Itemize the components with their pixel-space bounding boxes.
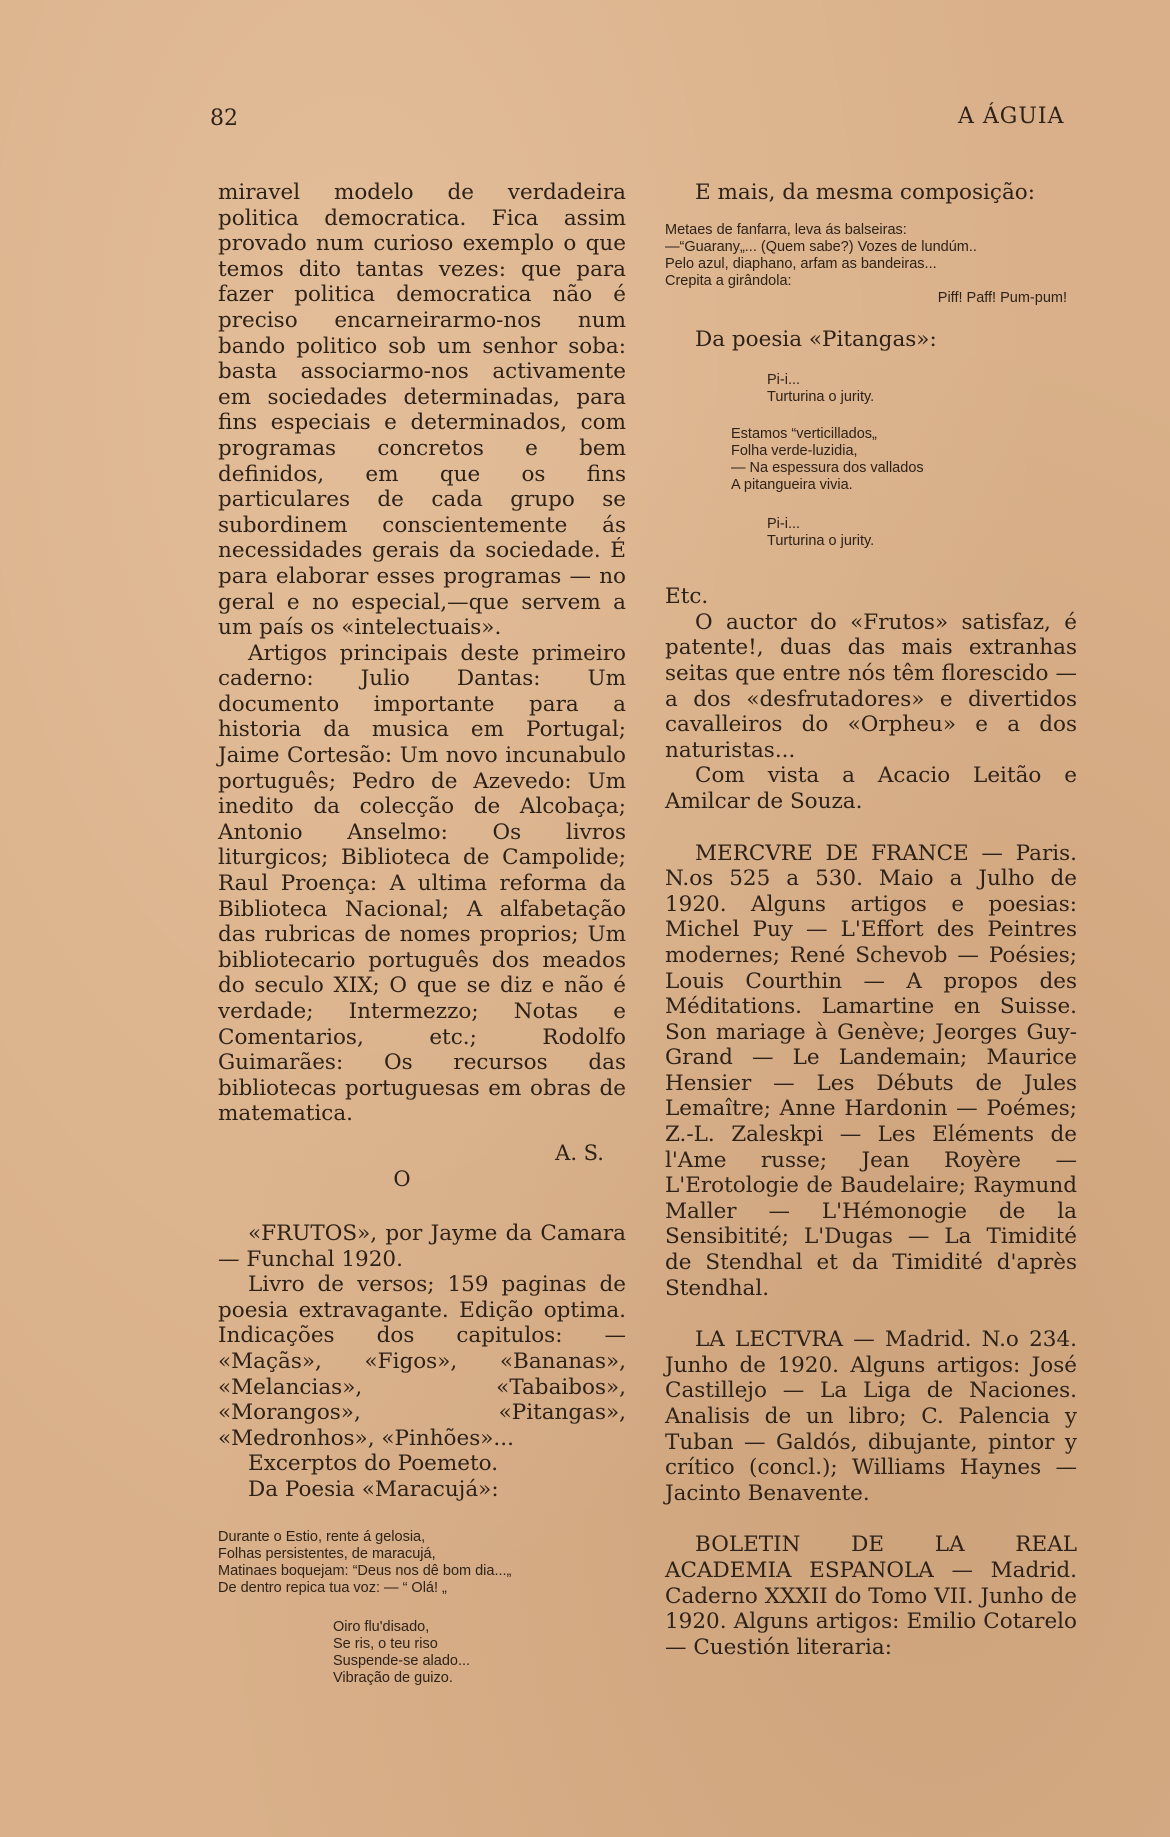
paragraph: Da poesia «Pitangas»: xyxy=(695,326,937,352)
paragraph: Artigos principais deste primeiro caderno: Julio Dantas: Um documento importante para a historia da musica em Portugal; Jaime Cortesão: Um novo incunabulo português; Pedro de Azevedo: Um inedito da colecção de Alcobaça; Antonio Anselmo: Os livros liturgicos; Biblioteca de Campolide; Raul Proença: A ultima reforma da Biblioteca Nacional; A alfabetação das rubricas de nomes proprios; Um bibliotecario português dos meados do seculo XIX; O que se diz e não é verdade; Intermezzo; Notas e Comentarios, etc.; Rodolfo Guimarães: Os recursos das bibliotecas portuguesas em obras de matematica. xyxy=(218,640,626,1127)
verse-line: —“Guarany„... (Quem sabe?) Vozes de lundúm.. xyxy=(665,238,977,255)
verse-line: Piff! Paff! Pum-pum! xyxy=(937,289,1067,306)
verse-line: Se ris, o teu riso xyxy=(333,1635,438,1652)
running-head: A ÁGUIA xyxy=(958,104,1065,129)
poem-stanza xyxy=(665,426,1077,494)
verse-line: Oiro flu'disado, xyxy=(333,1618,430,1635)
paragraph: E mais, da mesma composição: xyxy=(695,180,1035,205)
right-column xyxy=(665,180,1077,1660)
signature: A. S. xyxy=(555,1140,604,1165)
paragraph: Da Poesia «Maracujá»: xyxy=(248,1476,499,1502)
review-entry: LA LECTVRA — Madrid. N.o 234. Junho de 1920. Alguns artigos: José Castillejo — La Liga de Naciones. Analisis de un libro; C. Palencia y Tuban — Galdós, dibujante, pintor y crítico (concl.); Williams Haynes — Jacinto Benavente. xyxy=(665,1327,1077,1506)
poem-stanza xyxy=(665,222,1077,307)
verse-line: Metaes de fanfarra, leva ás balseiras: xyxy=(665,221,907,238)
verse-line: Turturina o jurity. xyxy=(767,389,875,406)
left-column xyxy=(218,180,626,1687)
paragraph: Etc. xyxy=(665,584,709,610)
verse-line: Durante o Estio, rente á gelosia, xyxy=(218,1528,426,1545)
verse-line: De dentro repica tua voz: — “ Olá! „ xyxy=(218,1579,447,1596)
review-entry: MERCVRE DE FRANCE — Paris. N.os 525 a 530. Maio a Julho de 1920. Alguns artigos e poesias: Michel Puy — L'Effort des Peintres modernes; René Schevob — Poésies; Louis Courthin — A propos des Méditations. Lamartine en Suisse. Son mariage à Genève; Jeorges Guy-Grand — Le Landemain; Maurice Hensier — Les Débuts de Jules Lemaître; Anne Hardonin — Poémes; Z.-L. Zaleskpi — Les Eléments de l'Ame russe; Jean Royère — L'Erotologie de Baudelaire; Raymund Maller — L'Hémonogie de la Sensibitité; L'Dugas — La Timidité de Stendhal et da Timidité d'après Stendhal. xyxy=(665,840,1077,1301)
verse-line: Pi-i... xyxy=(767,372,801,389)
verse-line: Suspende-se alado... xyxy=(333,1652,471,1669)
verse-line: — Na espessura dos vallados xyxy=(731,460,924,477)
review-entry: BOLETIN DE LA REAL ACADEMIA ESPANOLA — Madrid. Caderno XXXII do Tomo VII. Junho de 1920. Alguns artigos: Emilio Cotarelo — Cuestión literaria: xyxy=(665,1532,1077,1660)
verse-line: Matinaes boquejam: “Deus nos dê bom dia...„ xyxy=(218,1562,512,1579)
review-heading: «FRUTOS», por Jayme da Camara — Funchal 1920. xyxy=(218,1220,626,1272)
poem-stanza xyxy=(665,516,1077,550)
paragraph: Livro de versos; 159 paginas de poesia extravagante. Edição optima. Indicações dos capitulos: — «Maçãs», «Figos», «Bananas», «Melancias», «Tabaibos», «Morangos», «Pitangas», «Medronhos», «Pinhões»... xyxy=(218,1272,626,1451)
section-divider: O xyxy=(393,1166,411,1191)
paragraph: O auctor do «Frutos» satisfaz, é patente!, duas das mais extranhas seitas que entre nós têm florescido — a dos «desfrutadores» e divertidos cavalleiros do «Orpheu» e a dos naturistas... xyxy=(665,609,1077,763)
poem-stanza xyxy=(218,1529,626,1597)
verse-line: Pi-i... xyxy=(767,516,801,533)
verse-line: Pelo azul, diaphano, arfam as bandeiras... xyxy=(665,255,937,272)
verse-line: Folha verde-luzidia, xyxy=(731,443,858,460)
verse-line: Folhas persistentes, de maracujá, xyxy=(218,1545,436,1562)
poem-stanza xyxy=(218,1619,626,1687)
paragraph: miravel modelo de verdadeira politica democratica. Fica assim provado num curioso exemplo o que temos dito tantas vezes: que para fazer politica democratica não é preciso encarneirarmo-nos num bando politico sob um senhor soba: basta associarmo-nos activamente em sociedades determinadas, para fins especiais e determinados, com programas concretos e bem definidos, em que os fins particulares de cada grupo se subordinem conscientemente ás necessidades gerais da sociedade. É para elaborar esses programas — no geral e no especial,—que servem a um país os «intelectuais». xyxy=(218,180,626,641)
verse-line: A pitangueira vivia. xyxy=(731,477,853,494)
paragraph: Com vista a Acacio Leitão e Amilcar de Souza. xyxy=(665,763,1077,814)
verse-line: Vibração de guizo. xyxy=(333,1669,453,1686)
poem-stanza xyxy=(665,372,1077,406)
verse-line: Turturina o jurity. xyxy=(767,533,875,550)
verse-line: Crepita a girândola: xyxy=(665,272,792,289)
verse-line: Estamos “verticillados„ xyxy=(731,426,877,443)
paragraph: Excerptos do Poemeto. xyxy=(248,1451,499,1477)
page-number: 82 xyxy=(210,106,238,131)
